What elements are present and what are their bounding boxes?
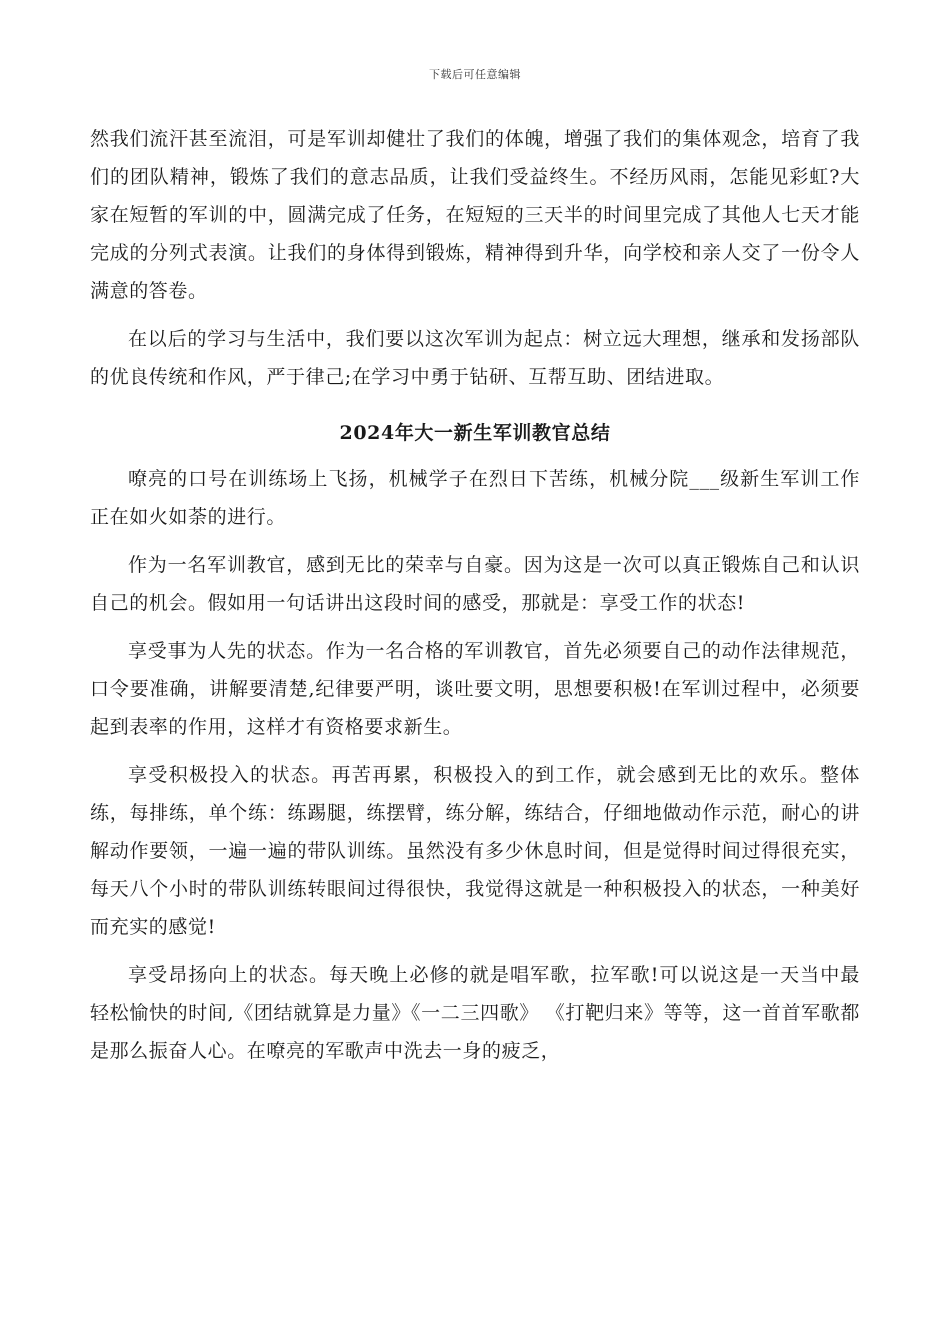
paragraph-lead-by-example: 享受事为人先的状态。作为一名合格的军训教官，首先必须要自己的动作法律规范，口令要准确，讲解要清楚,纪律要严明，谈吐要文明，思想要积极!在军训过程中，必须要起到表率的作用，这样才有资格要求新生。 [90,640,860,738]
paragraph-future-goals: 在以后的学习与生活中，我们要以这次军训为起点：树立远大理想，继承和发扬部队的优良传统和作风，严于律己;在学习中勇于钻研、互帮互助、团结进取。 [90,328,860,388]
page-header-note: 下载后可任意编辑 [429,68,521,81]
paragraph-honor: 作为一名军训教官，感到无比的荣幸与自豪。因为这是一次可以真正锻炼自己和认识自己的机会。假如用一句话讲出这段时间的感受，那就是：享受工作的状态! [90,554,860,614]
paragraph-continued: 然我们流汗甚至流泪，可是军训却健壮了我们的体魄，增强了我们的集体观念，培育了我们的团队精神，锻炼了我们的意志品质，让我们受益终生。不经历风雨，怎能见彩虹?大家在短暂的军训的中，圆满完成了任务，在短短的三天半的时间里完成了其他人七天才能完成的分列式表演。让我们的身体得到锻炼，精神得到升华，向学校和亲人交了一份令人满意的答卷。 [90,128,860,302]
paragraph-active-engagement: 享受积极投入的状态。再苦再累，积极投入的到工作，就会感到无比的欢乐。整体练，每排练，单个练：练踢腿，练摆臂，练分解，练结合，仔细地做动作示范，耐心的讲解动作要领，一遍一遍的带队训练。虽然没有多少休息时间，但是觉得时间过得很充实，每天八个小时的带队训练转眼间过得很快，我觉得这就是一种积极投入的状态，一种美好而充实的感觉! [90,764,860,938]
paragraph-military-songs: 享受昂扬向上的状态。每天晚上必修的就是唱军歌，拉军歌!可以说这是一天当中最轻松愉快的时间,《团结就算是力量》《一二三四歌》 《打靶归来》等等，这一首首军歌都是那么振奋人心。在嘹亮的军歌声中洗去一身的疲乏， [90,964,860,1062]
section-title: 2024年大一新生军训教官总结 [339,422,611,444]
paragraph-intro: 嘹亮的口号在训练场上飞扬，机械学子在烈日下苦练，机械分院___级新生军训工作正在如火如荼的进行。 [90,468,860,528]
document-body [90,120,860,1080]
